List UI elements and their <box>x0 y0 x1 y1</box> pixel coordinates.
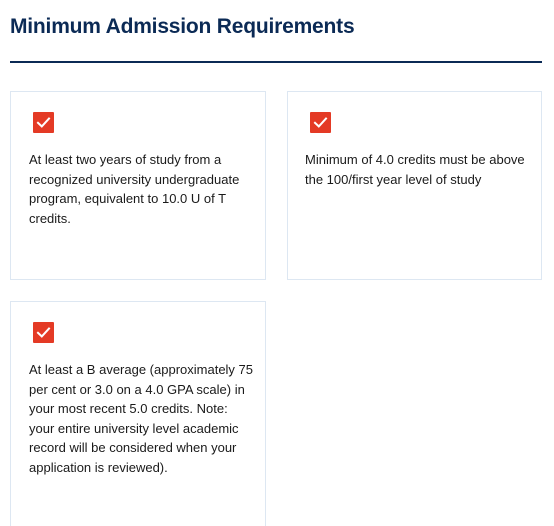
requirement-text: Minimum of 4.0 credits must be above the 100/first year level of study <box>305 152 525 187</box>
requirement-card <box>287 91 542 280</box>
checkbox-checked-icon <box>33 322 54 343</box>
checkbox-checked-icon <box>33 112 54 133</box>
requirement-text: At least a B average (approximately 75 per cent or 3.0 on a 4.0 GPA scale) in your most recent 5.0 credits. Note: your entire university level academic record will be considered when your application is reviewed). <box>29 362 254 475</box>
page-title: Minimum Admission Requirements <box>10 15 355 38</box>
requirement-card <box>10 91 266 280</box>
requirement-text: At least two years of study from a recognized university undergraduate program, equivalent to 10.0 U of T credits. <box>29 152 240 226</box>
checkbox-checked-icon <box>310 112 331 133</box>
title-divider <box>10 61 542 63</box>
requirement-card <box>10 301 266 526</box>
